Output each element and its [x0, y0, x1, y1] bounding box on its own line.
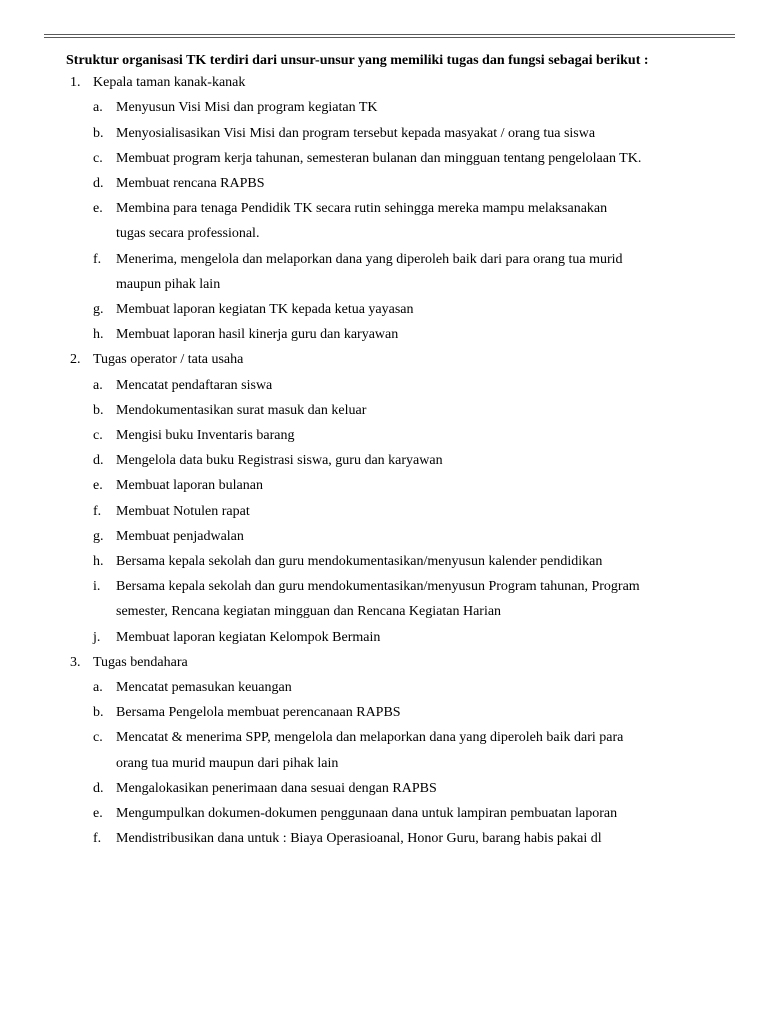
list-item-text: Mengumpulkan dokumen-dokumen penggunaan dana untuk lampiran pembuatan laporan	[116, 806, 618, 821]
list-item-text: maupun pihak lain	[116, 276, 221, 292]
list-item-letter: d.	[93, 453, 104, 469]
list-item-letter: c.	[93, 730, 103, 746]
list-item-letter: c.	[93, 428, 103, 443]
list-item-letter: a.	[93, 100, 103, 116]
list-item-text: semester, Rencana kegiatan mingguan dan Rencana Kegiatan Harian	[116, 604, 502, 620]
list-item-text: Membuat Notulen rapat	[116, 503, 250, 519]
list-item-text: Bersama Pengelola membuat perencanaan RAPBS	[116, 705, 401, 721]
list-item-text: Bersama kepala sekolah dan guru mendokumentasikan/menyusun Program tahunan, Program	[116, 579, 640, 595]
list-item-text: Mengelola data buku Registrasi siswa, guru dan karyawan	[116, 453, 443, 469]
list-item-letter: h.	[93, 327, 104, 343]
list-item-letter: f.	[93, 503, 102, 519]
list-item-text: Mengisi buku Inventaris barang	[116, 428, 295, 443]
header-rule-top	[44, 34, 735, 35]
list-item-text: Menyosialisasikan Visi Misi dan program tersebut kepada masyakat / orang tua siswa	[116, 125, 596, 141]
list-item-text: Membuat laporan bulanan	[116, 478, 263, 494]
list-item-letter: i.	[93, 579, 101, 595]
section-title: Tugas operator / tata usaha	[93, 352, 244, 368]
list-item-letter: b.	[93, 705, 104, 721]
list-item-letter: h.	[93, 554, 104, 569]
list-item-text: tugas secara professional.	[116, 226, 260, 242]
list-item-text: Menerima, mengelola dan melaporkan dana yang diperoleh baik dari para orang tua murid	[116, 251, 623, 267]
list-item-text: Membuat rencana RAPBS	[116, 176, 265, 191]
list-item-text: Membuat laporan hasil kinerja guru dan karyawan	[116, 327, 399, 343]
list-item-letter: e.	[93, 806, 103, 821]
list-item-letter: f.	[93, 831, 102, 847]
list-item-text: Mendistribusikan dana untuk : Biaya Operasioanal, Honor Guru, barang habis pakai dl	[116, 831, 602, 847]
list-item-text: Membuat laporan kegiatan Kelompok Bermain	[116, 629, 381, 645]
list-item-letter: a.	[93, 377, 103, 393]
list-item-letter: d.	[93, 176, 104, 191]
list-item-text: Menyusun Visi Misi dan program kegiatan TK	[116, 100, 378, 116]
list-item-text: Membuat program kerja tahunan, semesteran bulanan dan mingguan tentang pengelolaan TK.	[116, 150, 642, 166]
list-item-text: Mencatat pendaftaran siswa	[116, 377, 273, 393]
list-item-text: Bersama kepala sekolah dan guru mendokumentasikan/menyusun kalender pendidikan	[116, 554, 603, 569]
list-item-letter: e.	[93, 201, 103, 217]
list-item-letter: e.	[93, 478, 103, 494]
list-item-text: orang tua murid maupun dari pihak lain	[116, 755, 339, 771]
list-item-letter: j.	[93, 629, 101, 645]
list-item-letter: f.	[93, 251, 102, 267]
list-item-text: Membuat penjadwalan	[116, 528, 244, 544]
section-number: 2.	[70, 352, 81, 368]
list-item-letter: g.	[93, 302, 104, 317]
header-rule-bottom	[44, 37, 735, 38]
list-item-letter: c.	[93, 150, 103, 166]
list-item-text: Membuat laporan kegiatan TK kepada ketua yayasan	[116, 302, 414, 317]
list-item-text: Mengalokasikan penerimaan dana sesuai dengan RAPBS	[116, 780, 437, 796]
section-title: Tugas bendahara	[93, 654, 188, 670]
list-item-letter: g.	[93, 528, 104, 544]
list-item-text: Mencatat pemasukan keuangan	[116, 680, 292, 695]
list-item-text: Mencatat & menerima SPP, mengelola dan melaporkan dana yang diperoleh baik dari para	[116, 730, 624, 746]
list-item-text: Membina para tenaga Pendidik TK secara rutin sehingga mereka mampu melaksanakan	[116, 201, 608, 217]
list-item-letter: b.	[93, 125, 104, 141]
section-title: Kepala taman kanak-kanak	[93, 75, 246, 91]
list-item-letter: a.	[93, 680, 103, 695]
list-item-text: Mendokumentasikan surat masuk dan keluar	[116, 402, 367, 418]
section-number: 3.	[70, 654, 81, 670]
section-number: 1.	[70, 75, 81, 91]
document-heading: Struktur organisasi TK terdiri dari unsur-unsur yang memiliki tugas dan fungsi sebagai berikut :	[66, 53, 649, 68]
list-item-letter: b.	[93, 402, 104, 418]
list-item-letter: d.	[93, 780, 104, 796]
